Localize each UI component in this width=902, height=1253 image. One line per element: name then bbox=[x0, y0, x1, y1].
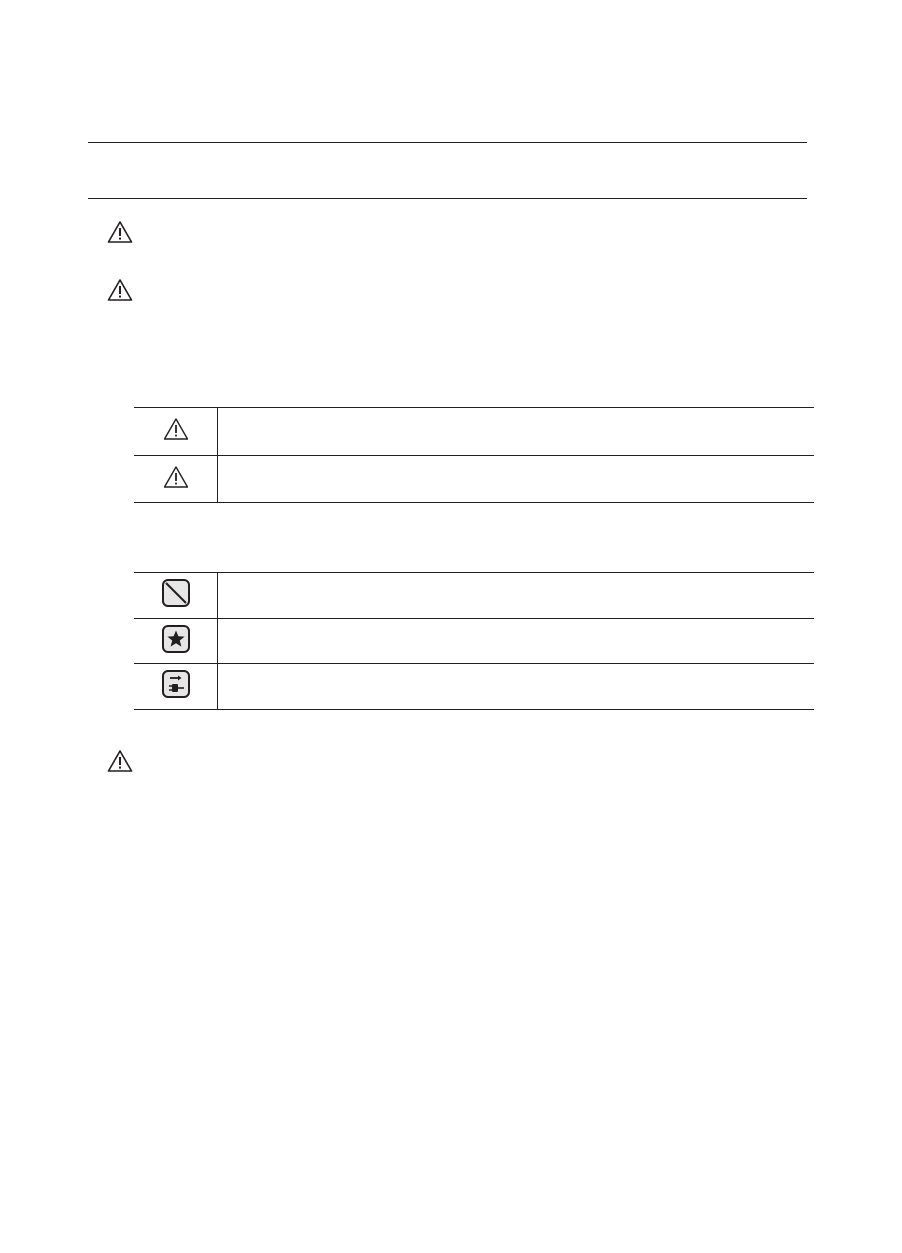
warning-triangle-icon bbox=[163, 417, 189, 446]
symbol-table bbox=[134, 572, 814, 710]
table-row bbox=[134, 619, 814, 664]
unplug-icon bbox=[161, 669, 191, 704]
warning-triangle-icon bbox=[163, 465, 189, 494]
table-row bbox=[134, 664, 814, 710]
header-bottom-rule bbox=[88, 198, 807, 199]
page-title bbox=[88, 150, 807, 190]
table-row bbox=[134, 573, 814, 619]
table-row bbox=[134, 456, 814, 503]
warning-triangle-icon bbox=[107, 278, 133, 302]
prohibited-icon bbox=[161, 578, 191, 613]
warning-triangle-icon bbox=[107, 749, 133, 773]
table-row bbox=[134, 408, 814, 456]
star-icon bbox=[161, 624, 191, 659]
hazard-table bbox=[134, 407, 814, 503]
warning-triangle-icon bbox=[107, 220, 133, 244]
header-top-rule bbox=[88, 142, 807, 143]
